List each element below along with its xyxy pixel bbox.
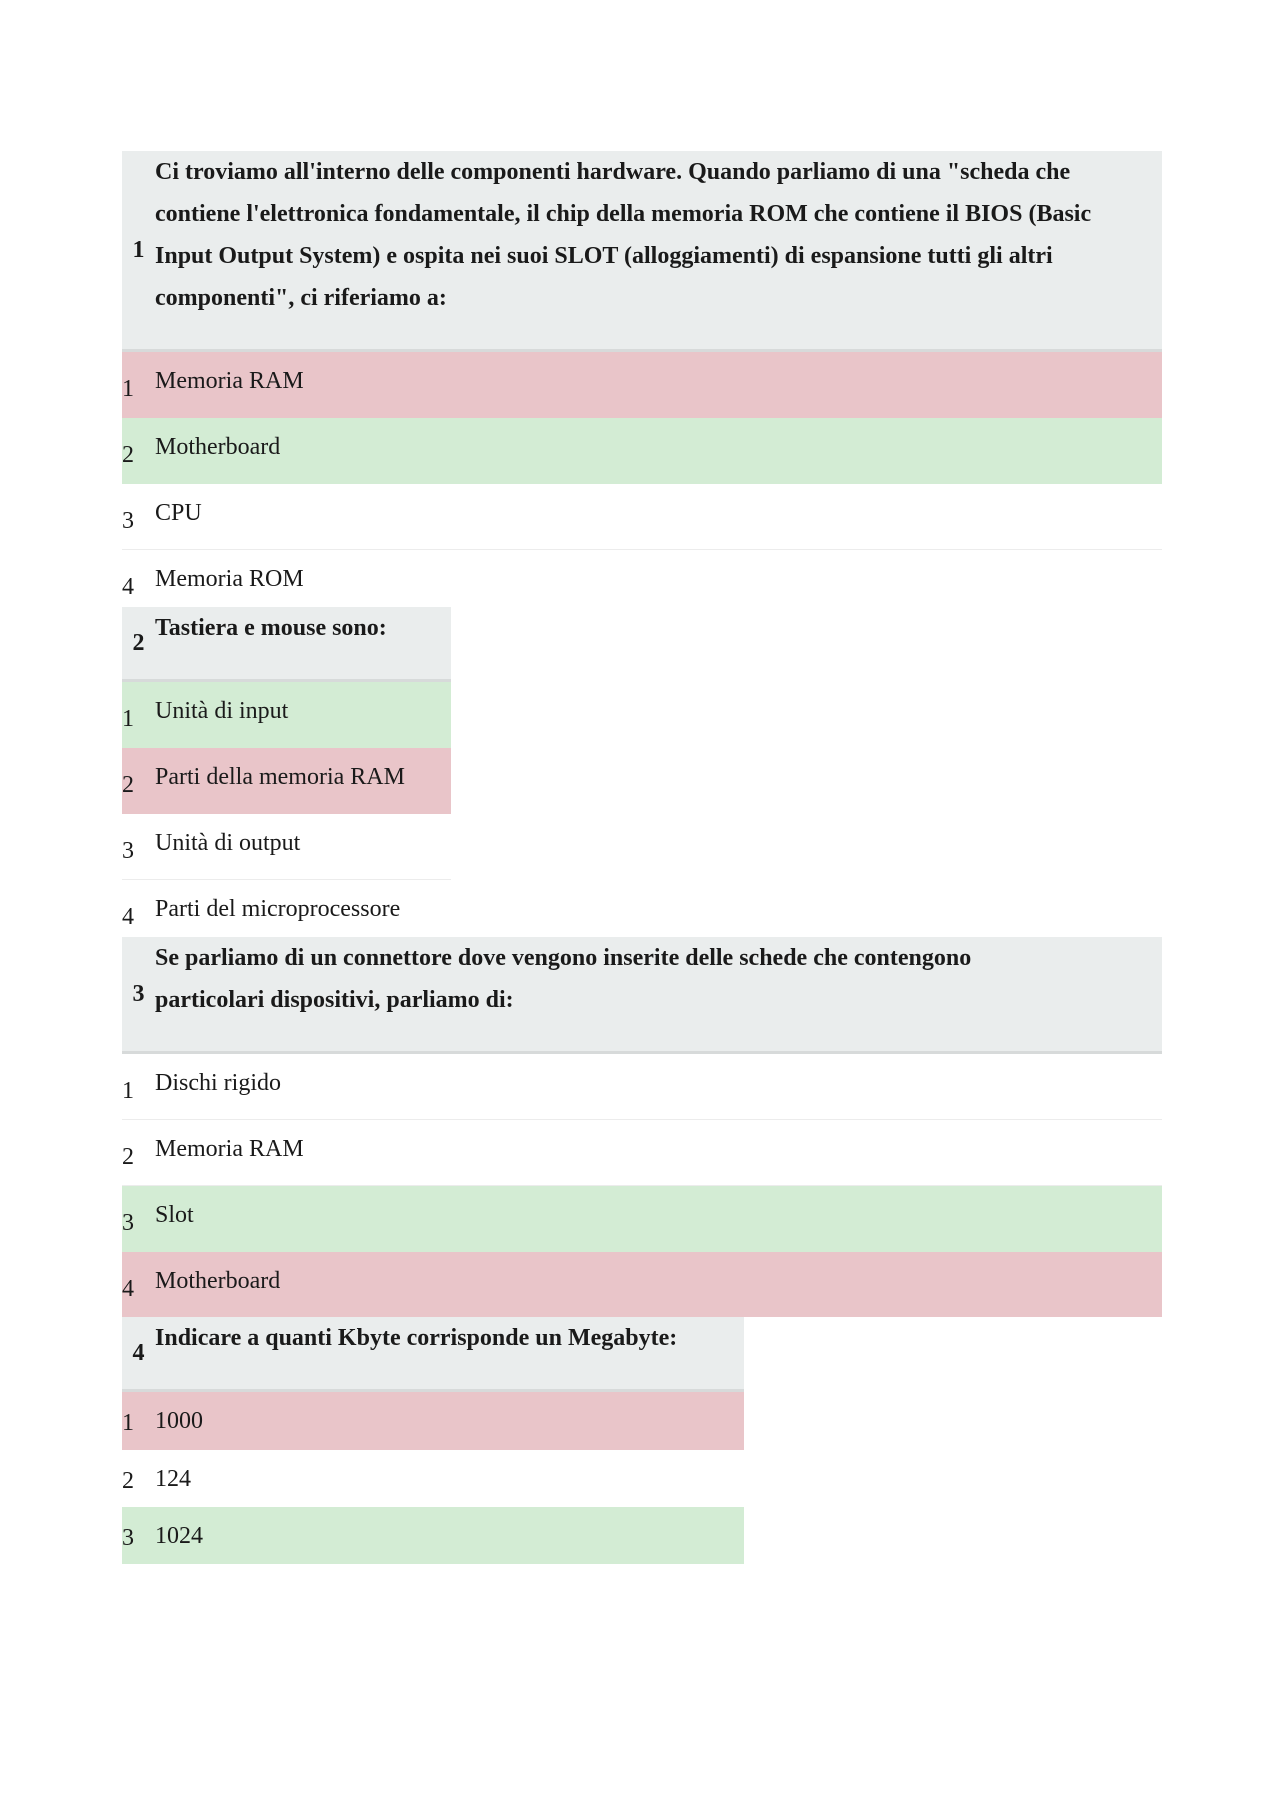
question-row (122, 1317, 744, 1391)
answer-text: Dischi rigido (155, 1053, 1162, 1120)
answer-row (122, 484, 1162, 550)
question-number: 3 (122, 937, 155, 1053)
question-row (122, 151, 1162, 351)
answer-number: 1 (122, 351, 155, 418)
question-block-4 (122, 1317, 744, 1564)
answer-text: Memoria RAM (155, 1120, 1162, 1186)
answer-row (122, 1120, 1162, 1186)
question-number: 4 (122, 1317, 155, 1391)
answer-number: 3 (122, 814, 155, 880)
answer-row (122, 1507, 744, 1564)
answer-number: 2 (122, 418, 155, 484)
answer-text: Motherboard (155, 1252, 1162, 1318)
answer-row (122, 748, 451, 814)
answer-number: 4 (122, 574, 134, 600)
answer-text: Memoria RAM (155, 351, 1162, 418)
answer-text: Parti della memoria RAM (155, 748, 451, 814)
answer-row (122, 681, 451, 748)
answer-number: 3 (122, 484, 155, 550)
answer-text: CPU (155, 484, 1162, 550)
answer-row (122, 418, 1162, 484)
answer-number: 2 (122, 748, 155, 814)
answer-number: 4 (122, 1252, 155, 1318)
answer-text: 124 (155, 1466, 191, 1492)
answer-number: 4 (122, 904, 134, 930)
answer-text: Slot (155, 1186, 1162, 1252)
answer-text: Memoria ROM (155, 566, 304, 592)
answer-text: 1000 (155, 1391, 744, 1450)
question-block-2 (122, 607, 451, 937)
answer-text: Parti del microprocessore (155, 896, 401, 922)
answer-number: 1 (122, 1053, 155, 1120)
question-row (122, 937, 1162, 1053)
question-text: Se parliamo di un connettore dove vengono inserite delle schede che contengono particolari dispositivi, parliamo di: (155, 937, 1162, 1053)
answer-number: 2 (122, 1468, 134, 1494)
question-text: Tastiera e mouse sono: (155, 607, 451, 681)
answer-row (122, 550, 1162, 608)
answer-text: Unità di input (155, 681, 451, 748)
answer-number: 1 (122, 1391, 155, 1450)
answer-text: 1024 (155, 1507, 744, 1564)
answer-number: 3 (122, 1507, 155, 1564)
answer-row (122, 1053, 1162, 1120)
answer-row (122, 1252, 1162, 1318)
answer-row (122, 1450, 744, 1508)
answer-text: Unità di output (155, 814, 451, 880)
question-number: 1 (122, 151, 155, 351)
question-block-1 (122, 151, 1162, 607)
answer-row (122, 1391, 744, 1450)
answer-number: 2 (122, 1120, 155, 1186)
answer-number: 3 (122, 1186, 155, 1252)
question-text: Indicare a quanti Kbyte corrisponde un Megabyte: (155, 1317, 744, 1391)
answer-row (122, 1186, 1162, 1252)
question-text: Ci troviamo all'interno delle componenti hardware. Quando parliamo di una "scheda che contiene l'elettronica fondamentale, il chip della memoria ROM che contiene il BIOS (Basic Input Output System) e ospita nei suoi SLOT (alloggiamenti) di espansione tutti gli altri componenti", ci riferiamo a: (155, 151, 1162, 351)
question-number: 2 (122, 607, 155, 681)
answer-text: Motherboard (155, 418, 1162, 484)
quiz-document (122, 151, 1162, 1564)
answer-number: 1 (122, 681, 155, 748)
question-row (122, 607, 451, 681)
answer-row (122, 351, 1162, 418)
question-block-3 (122, 937, 1162, 1317)
answer-row (122, 814, 451, 880)
answer-row (122, 880, 451, 938)
